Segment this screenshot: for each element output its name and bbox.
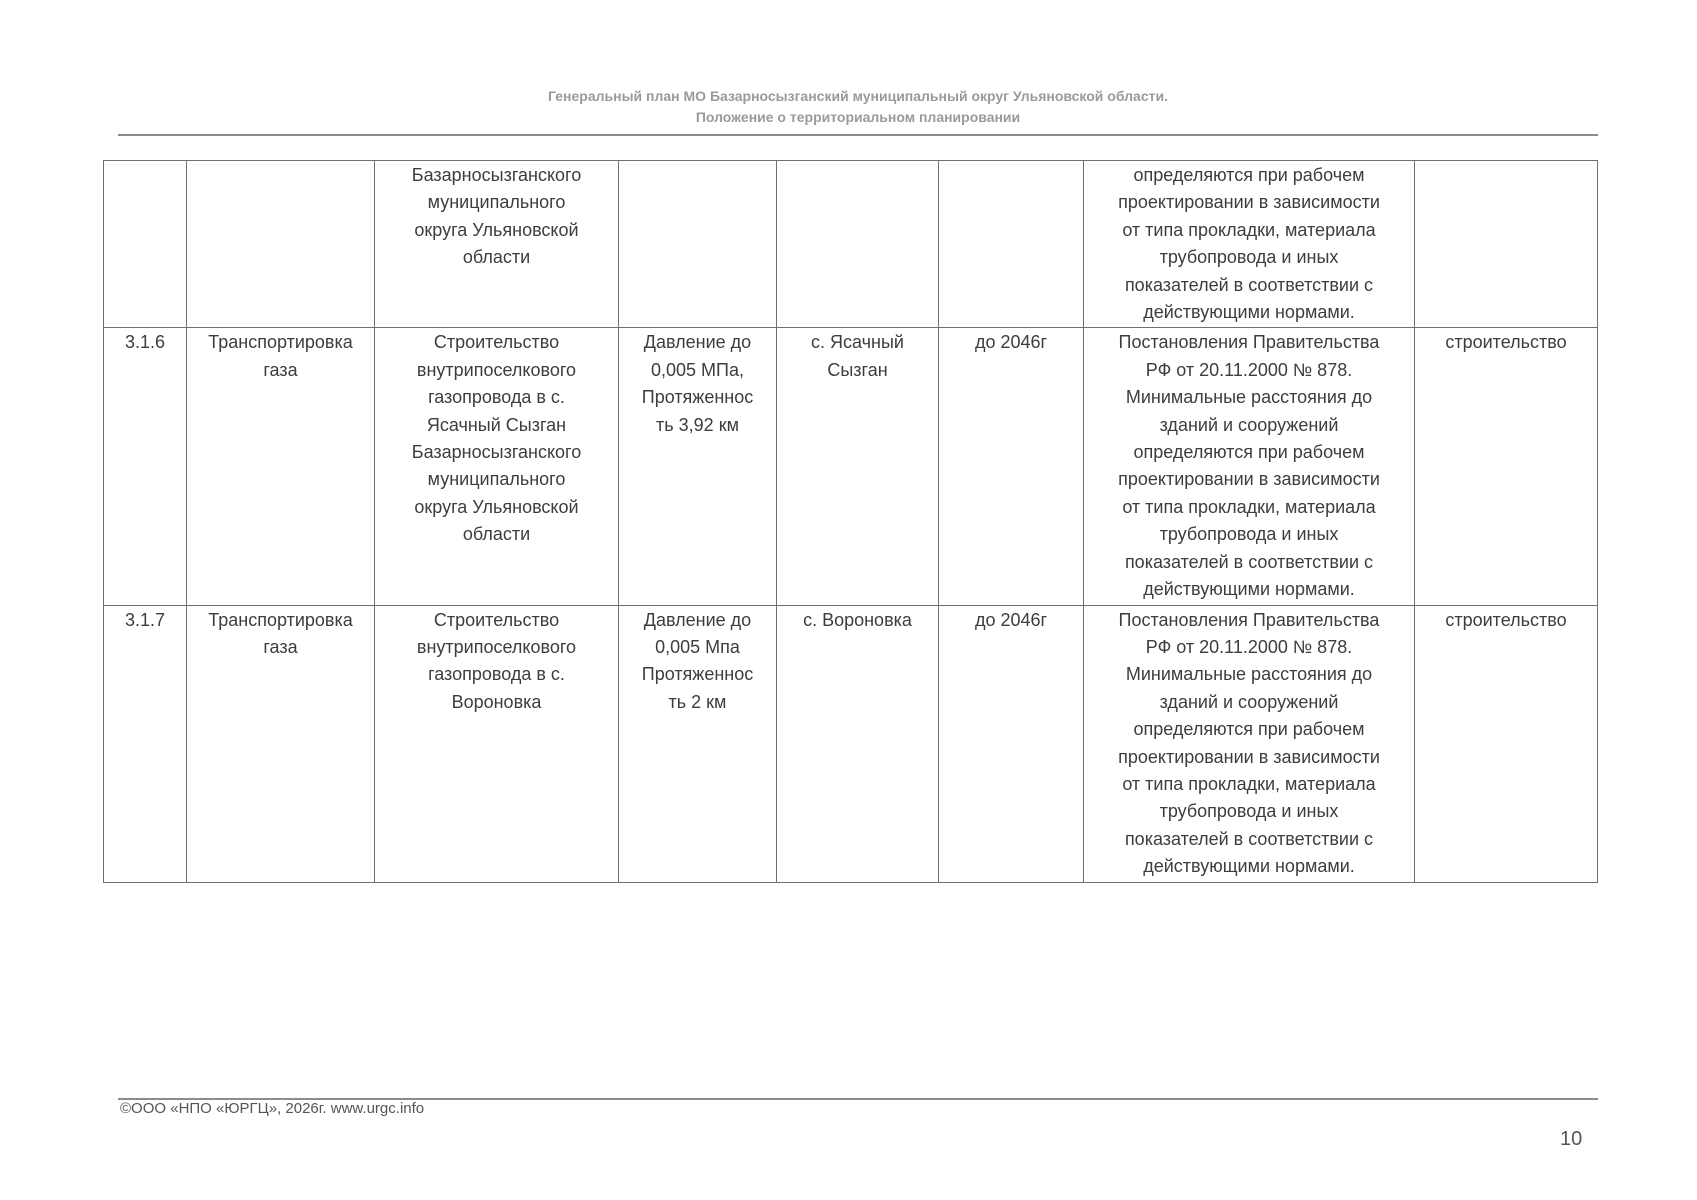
cell-status: строительство [1415,605,1598,882]
cell-location: с. Вороновка [777,605,939,882]
cell-zones: определяются при рабочем проектировании в зависимости от типа прокладки, материала трубопровода и иных показателей в соответствии с действующими нормами. [1084,161,1415,328]
cell-characteristics: Давление до 0,005 МПа, Протяженнос ть 3,92 км [619,328,777,605]
cell-number: 3.1.7 [104,605,187,882]
cell-zones: Постановления Правительства РФ от 20.11.2000 № 878. Минимальные расстояния до зданий и сооружений определяются при рабочем проектировании в зависимости от типа прокладки, материала трубопровода и иных показателей в соответствии с действующими нормами. [1084,328,1415,605]
cell-characteristics [619,161,777,328]
page-number: 10 [1560,1128,1583,1150]
cell-status [1415,161,1598,328]
cell-status: строительство [1415,328,1598,605]
cell-purpose: Транспортировка газа [187,328,375,605]
cell-purpose: Транспортировка газа [187,605,375,882]
cell-deadline [939,161,1084,328]
document-header [118,86,1598,128]
cell-characteristics: Давление до 0,005 Мпа Протяженнос ть 2 км [619,605,777,882]
header-title-line: Генеральный план МО Базарносызганский муниципальный округ Ульяновской области. [548,88,1168,104]
cell-object-name: Базарносызганского муниципального округа Ульяновской области [375,161,619,328]
cell-object-name: Строительство внутрипоселкового газопровода в с. Ясачный Сызган Базарносызганского муниципального округа Ульяновской области [375,328,619,605]
cell-number [104,161,187,328]
cell-zones: Постановления Правительства РФ от 20.11.2000 № 878. Минимальные расстояния до зданий и сооружений определяются при рабочем проектировании в зависимости от типа прокладки, материала трубопровода и иных показателей в соответствии с действующими нормами. [1084,605,1415,882]
cell-purpose [187,161,375,328]
cell-deadline: до 2046г [939,605,1084,882]
header-divider [118,134,1598,136]
table-row [104,605,1598,882]
planning-table [103,160,1598,883]
table-row [104,328,1598,605]
header-subtitle-line: Положение о территориальном планировании [695,109,1021,125]
cell-object-name: Строительство внутрипоселкового газопровода в с. Вороновка [375,605,619,882]
cell-deadline: до 2046г [939,328,1084,605]
table-row [104,161,1598,328]
cell-location: с. Ясачный Сызган [777,328,939,605]
cell-number: 3.1.6 [104,328,187,605]
cell-location [777,161,939,328]
footer-copyright: ©ООО «НПО «ЮРГЦ», 2026г. www.urgc.info [120,1100,425,1117]
